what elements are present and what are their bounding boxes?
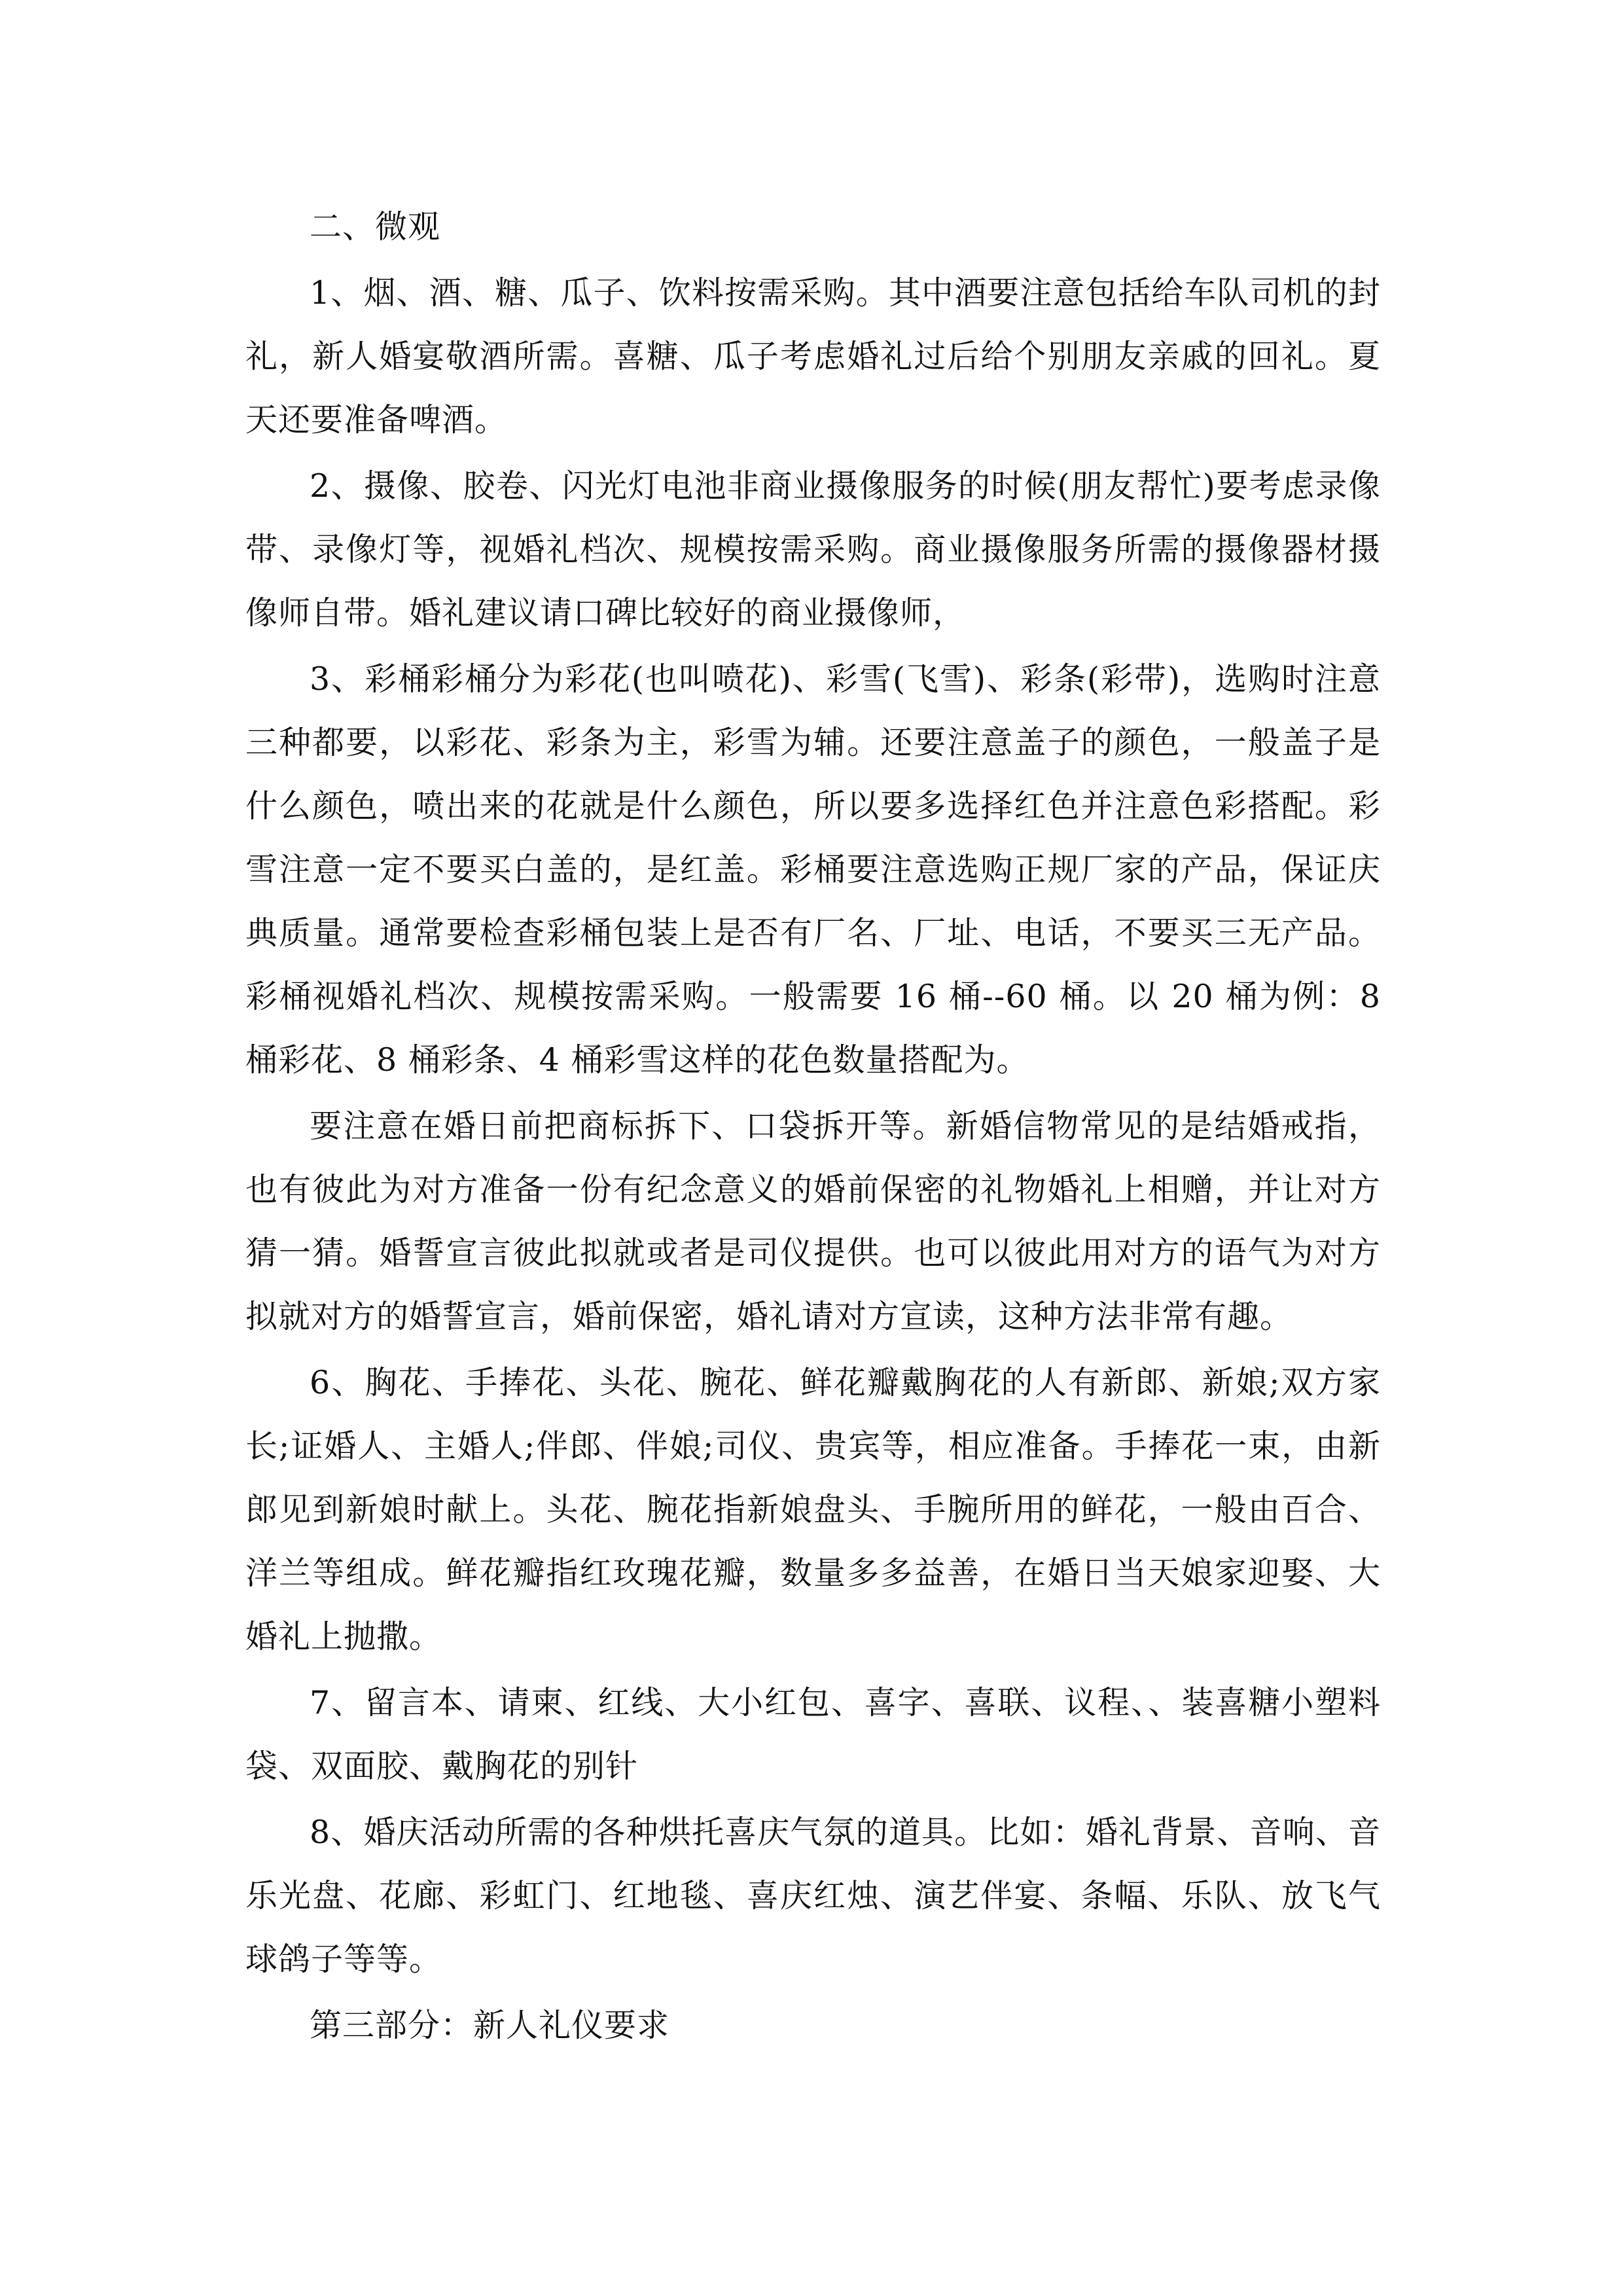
paragraph-item-7: 7、留言本、请柬、红线、大小红包、喜字、喜联、议程、、装喜糖小塑料袋、双面胶、戴胸花的别针 (245, 1684, 1381, 1785)
document-body (245, 195, 1381, 2060)
paragraph-item-8: 8、婚庆活动所需的各种烘托喜庆气氛的道具。比如：婚礼背景、音响、音乐光盘、花廊、彩虹门、红地毯、喜庆红烛、演艺伴宴、条幅、乐队、放飞气球鸽子等等。 (245, 1814, 1381, 1978)
paragraph-tokens: 要注意在婚日前把商标拆下、口袋拆开等。新婚信物常见的是结婚戒指，也有彼此为对方准备一份有纪念意义的婚前保密的礼物婚礼上相赠，并让对方猜一猜。婚誓宣言彼此拟就或者是司仪提供。也可以彼此用对方的语气为对方拟就对方的婚誓宣言，婚前保密，婚礼请对方宣读，这种方法非常有趣。 (245, 1107, 1381, 1335)
paragraph-item-2: 2、摄像、胶卷、闪光灯电池非商业摄像服务的时候(朋友帮忙)要考虑录像带、录像灯等，视婚礼档次、规模按需采购。商业摄像服务所需的摄像器材摄像师自带。婚礼建议请口碑比较好的商业摄像师， (245, 467, 1381, 632)
section-heading-part3: 第三部分：新人礼仪要求 (310, 2007, 670, 2044)
paragraph-item-3: 3、彩桶彩桶分为彩花(也叫喷花)、彩雪(飞雪)、彩条(彩带)，选购时注意三种都要，以彩花、彩条为主，彩雪为辅。还要注意盖子的颜色，一般盖子是什么颜色，喷出来的花就是什么颜色，所以要多选择红色并注意色彩搭配。彩雪注意一定不要买白盖的，是红盖。彩桶要注意选购正规厂家的产品，保证庆典质量。通常要检查彩桶包装上是否有厂名、厂址、电话，不要买三无产品。彩桶视婚礼档次、规模按需采购。一般需要 16 桶--60 桶。以 20 桶为例：8 桶彩花、8 桶彩条、4 桶彩雪这样的花色数量搭配为。 (245, 660, 1381, 1079)
paragraph-item-6: 6、胸花、手捧花、头花、腕花、鲜花瓣戴胸花的人有新郎、新娘;双方家长;证婚人、主婚人;伴郎、伴娘;司仪、贵宾等，相应准备。手捧花一束，由新郎见到新娘时献上。头花、腕花指新娘盘头、手腕所用的鲜花，一般由百合、洋兰等组成。鲜花瓣指红玫瑰花瓣，数量多多益善，在婚日当天娘家迎娶、大婚礼上抛撒。 (245, 1364, 1381, 1655)
paragraph-item-1: 1、烟、酒、糖、瓜子、饮料按需采购。其中酒要注意包括给车队司机的封礼，新人婚宴敬酒所需。喜糖、瓜子考虑婚礼过后给个别朋友亲戚的回礼。夏天还要准备啤酒。 (245, 274, 1381, 439)
section-heading-micro: 二、微观 (310, 208, 441, 245)
